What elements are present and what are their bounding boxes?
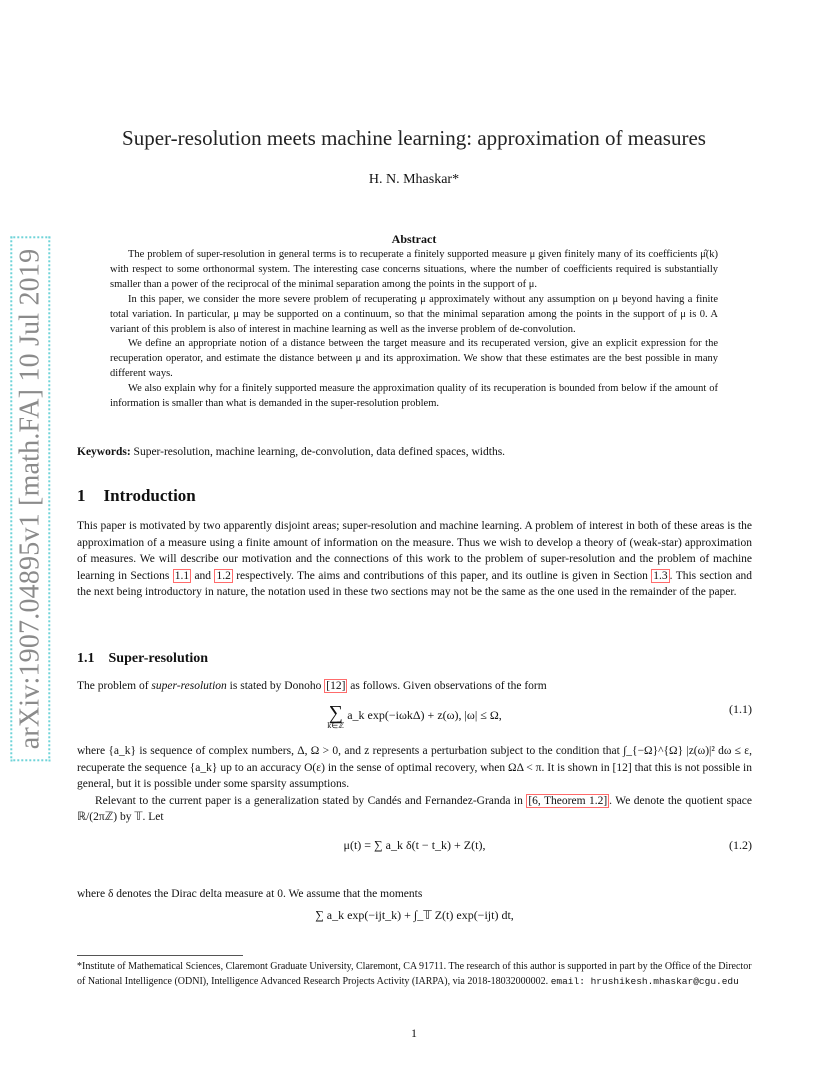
super-resolution-paragraph-2	[77, 743, 752, 826]
sr-paragraph-3-text: where δ denotes the Dirac delta measure at 0. We assume that the moments	[77, 888, 423, 900]
abstract-paragraph: In this paper, we consider the more severe problem of recuperating μ approximately without any assumption on μ beyond having a finite total variation. In particular, μ may be supported on a continuum, so that the minimal separation among the points in the support of μ is 0. A variant of this problem is also of interest in machine learning as well as the inverse problem of de-convolution.	[110, 293, 718, 335]
arxiv-stamp-text: arXiv:1907.04895v1 [math.FA] 10 Jul 2019	[14, 248, 45, 750]
intro-text-and: and	[194, 569, 212, 582]
sr-text-b: is stated by Donoho	[229, 680, 322, 692]
citation-6[interactable]: [6, Theorem 1.2]	[528, 794, 608, 807]
sr-emphasis: super-resolution	[151, 680, 227, 692]
abstract-body	[110, 248, 718, 412]
equation-number: (1.2)	[729, 838, 752, 852]
page-number: 1	[411, 1026, 417, 1040]
section-1-1-heading	[77, 651, 208, 667]
footnote	[77, 960, 752, 989]
footnote-rule	[77, 955, 243, 956]
subsection-number: 1.1	[77, 651, 95, 666]
sr-text-relevant: Relevant to the current paper is a generalization stated by Candés and Fernandez-Granda in	[95, 794, 523, 807]
sr-text-c: as follows. Given observations of the form	[350, 680, 547, 692]
section-title: Introduction	[103, 486, 196, 505]
arxiv-stamp	[0, 245, 60, 753]
abstract-paragraph: The problem of super-resolution in general terms is to recuperate a finitely supported measure μ given finitely many of its coefficients μ̂(k) with respect to some orthonormal system. The interesting case concerns situations, where the number of coefficients required is substantially smaller than a power of the reciprocal of the minimal separation among the points in the support of μ.	[110, 249, 718, 290]
intro-text-c: . This section and the next being introductory in nature, the notation used in these two sections may not be the same as the one used in the remainder of the paper.	[77, 569, 753, 599]
equation-moments	[77, 908, 752, 948]
abstract-heading: Abstract	[391, 232, 437, 246]
citation-12[interactable]: [12]	[326, 680, 346, 692]
footnote-text: *Institute of Mathematical Sciences, Claremont Graduate University, Claremont, CA 91711. The research of this author is supported in part by the Office of the Director of National Intelligence (ODNI), Intelligence Advanced Research Projects Activity (IARPA), via 2018-18032000002.	[77, 961, 752, 987]
sr-text-quotient: . We denote the quotient space ℝ/(2πℤ) by 𝕋. Let	[77, 794, 753, 824]
section-link-1-3[interactable]: 1.3	[653, 569, 668, 582]
abstract-paragraph: We also explain why for a finitely supported measure the approximation quality of its recuperation is bounded from below if the amount of information is smaller than what is demanded in the super-resolution problem.	[110, 383, 718, 410]
intro-text-a: This paper is motivated by two apparently disjoint areas; super-resolution and machine learning. A problem of interest in both of these areas is the approximation of a measure using a finite amount of information on the measure. Thus we wish to develop a theory of (weak-star) approximation of measures. We will describe our motivation and the connections of this work to the problem of super-resolution and the problem of machine learning in Sections	[77, 520, 752, 582]
equation-1-2-text: μ(t) = ∑ a_k δ(t − t_k) + Z(t),	[343, 838, 486, 852]
subsection-title: Super-resolution	[108, 651, 209, 666]
section-1-heading	[77, 486, 196, 506]
super-resolution-paragraph-3	[77, 886, 752, 903]
equation-1-1-text: a_k exp(−iωkΔ) + z(ω), |ω| ≤ Ω,	[347, 707, 502, 722]
equation-1-2	[77, 838, 752, 878]
intro-text-b: respectively. The aims and contributions of this paper, and its outline is given in Section	[236, 569, 648, 582]
intro-paragraph	[77, 518, 752, 601]
section-link-1-1[interactable]: 1.1	[174, 569, 190, 582]
super-resolution-paragraph-1	[77, 678, 752, 695]
section-number: 1	[77, 486, 86, 505]
section-link-1-2[interactable]: 1.2	[216, 569, 231, 582]
summation-subscript: k∈ℤ	[327, 721, 345, 730]
equation-number: (1.1)	[729, 702, 752, 716]
keywords-text: Super-resolution, machine learning, de-convolution, data defined spaces, widths.	[133, 446, 506, 458]
keywords-label: Keywords:	[77, 446, 131, 458]
footnote-email[interactable]: email: hrushikesh.mhaskar@cgu.edu	[550, 975, 739, 987]
paper-title: Super-resolution meets machine learning: approximation of measures	[122, 126, 706, 150]
keywords	[77, 446, 749, 458]
equation-moments-text: ∑ a_k exp(−ijt_k) + ∫_𝕋 Z(t) exp(−ijt) dt,	[315, 908, 514, 922]
sr-text-a: The problem of	[77, 680, 149, 692]
summation-symbol: ∑ k∈ℤ	[327, 702, 345, 730]
paper-author: H. N. Mhaskar*	[368, 172, 460, 187]
abstract-paragraph: We define an appropriate notion of a distance between the target measure and its recuperated version, give an explicit expression for the recuperation operator, and estimate the distance between μ and its approximation. We show that these estimates are the best possible in many different ways.	[110, 338, 718, 380]
equation-1-1	[77, 702, 752, 742]
sr-paragraph-2-text: where {a_k} is sequence of complex numbers, Δ, Ω > 0, and z represents a perturbation subject to the condition that ∫_{−Ω}^{Ω} |z(ω)|² dω ≤ ε, recuperate the sequence {a_k} up to an accuracy O(ε) in the sense of optimal recovery, when ΩΔ < π. It is shown in [12] that this is not possible in general, but it is possible under some sparsity assumptions.	[77, 745, 752, 791]
